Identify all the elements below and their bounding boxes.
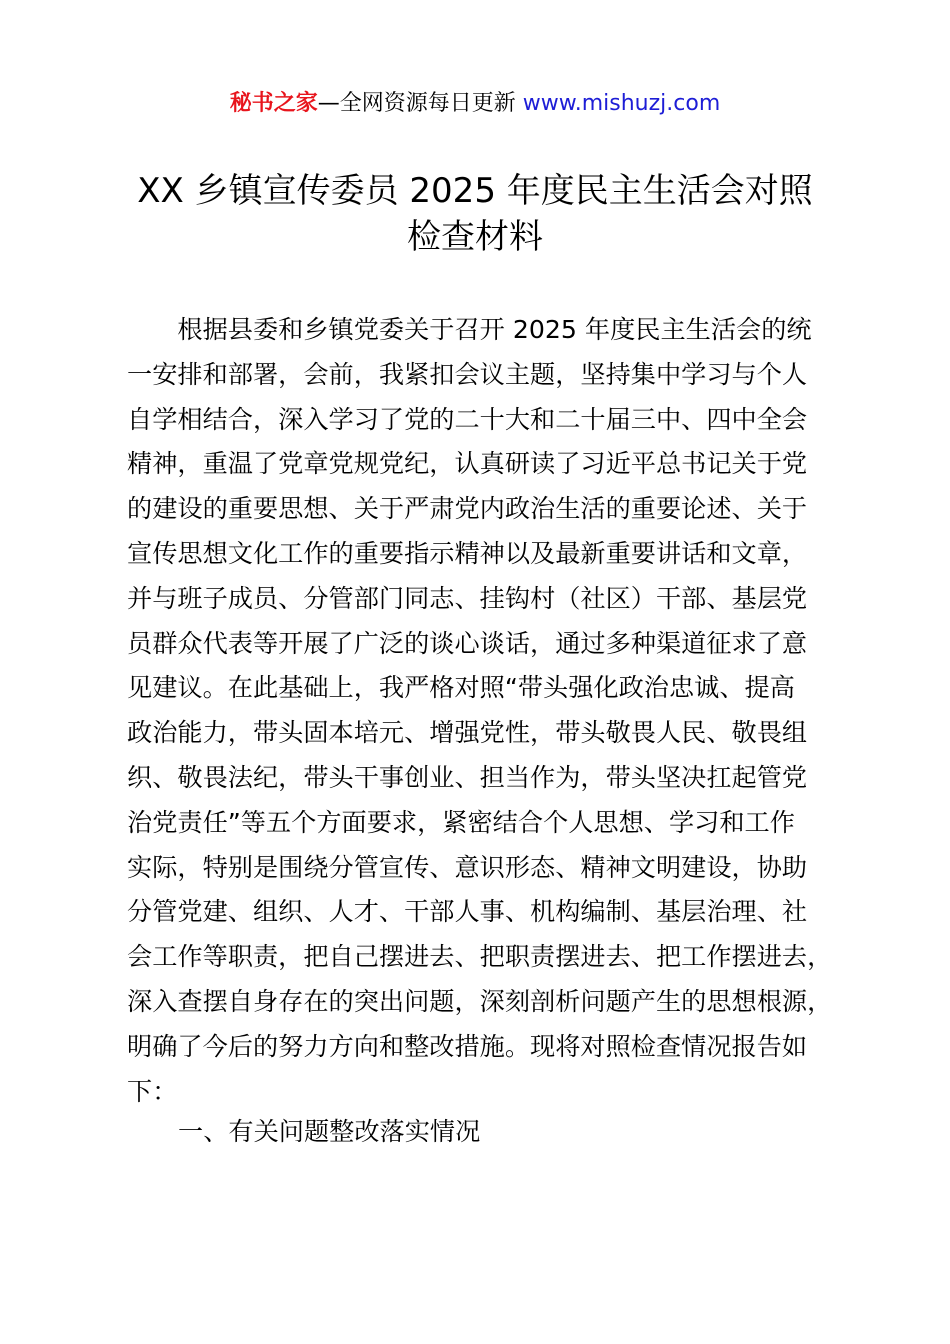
paragraph-line: 明确了今后的努力方向和整改措施。现将对照检查情况报告如 <box>127 1031 808 1061</box>
paragraph-line: 精神，重温了党章党规党纪，认真研读了习近平总书记关于党 <box>127 449 808 479</box>
brand-name: 秘书之家 <box>229 91 318 116</box>
paragraph-line: 一安排和部署，会前，我紧扣会议主题，坚持集中学习与个人 <box>127 359 808 389</box>
document-title <box>100 168 850 260</box>
paragraph-line: 并与班子成员、分管部门同志、挂钩村（社区）干部、基层党 <box>127 583 808 613</box>
paragraph-line: 织、敬畏法纪，带头干事创业、担当作为，带头坚决扛起管党 <box>127 762 808 792</box>
paragraph-line: 政治能力，带头固本培元、增强党性，带头敬畏人民、敬畏组 <box>127 718 808 748</box>
paragraph-line: 会工作等职责，把自己摆进去、把职责摆进去、把工作摆进去， <box>127 942 833 972</box>
paragraph-line: 根据县委和乡镇党委关于召开 2025 年度民主生活会的统 <box>127 315 812 344</box>
title-line-1: XX 乡镇宣传委员 2025 年度民主生活会对照 <box>137 171 813 211</box>
site-header <box>0 86 950 122</box>
paragraph-line: 的建设的重要思想、关于严肃党内政治生活的重要论述、关于 <box>127 494 808 524</box>
paragraph-line: 宣传思想文化工作的重要指示精神以及最新重要讲话和文章， <box>127 538 808 568</box>
section-heading: 一、有关问题整改落实情况 <box>178 1117 481 1146</box>
intro-paragraph <box>127 308 833 1114</box>
paragraph-line: 下： <box>127 1076 178 1106</box>
paragraph-line: 治党责任”等五个方面要求，紧密结合个人思想、学习和工作 <box>127 807 795 837</box>
header-tagline: —全网资源每日更新 <box>317 91 523 116</box>
paragraph-line: 自学相结合，深入学习了党的二十大和二十届三中、四中全会 <box>127 404 808 434</box>
paragraph-line: 见建议。在此基础上，我严格对照“带头强化政治忠诚、提高 <box>127 673 795 703</box>
title-line-2: 检查材料 <box>407 217 543 257</box>
site-url-link[interactable]: www.mishuzj.com <box>522 91 721 116</box>
paragraph-line: 员群众代表等开展了广泛的谈心谈话，通过多种渠道征求了意 <box>127 628 808 658</box>
paragraph-line: 分管党建、组织、人才、干部人事、机构编制、基层治理、社 <box>127 897 808 927</box>
paragraph-line: 实际，特别是围绕分管宣传、意识形态、精神文明建设，协助 <box>127 852 808 882</box>
paragraph-line: 深入查摆自身存在的突出问题，深刻剖析问题产生的思想根源， <box>127 986 833 1016</box>
